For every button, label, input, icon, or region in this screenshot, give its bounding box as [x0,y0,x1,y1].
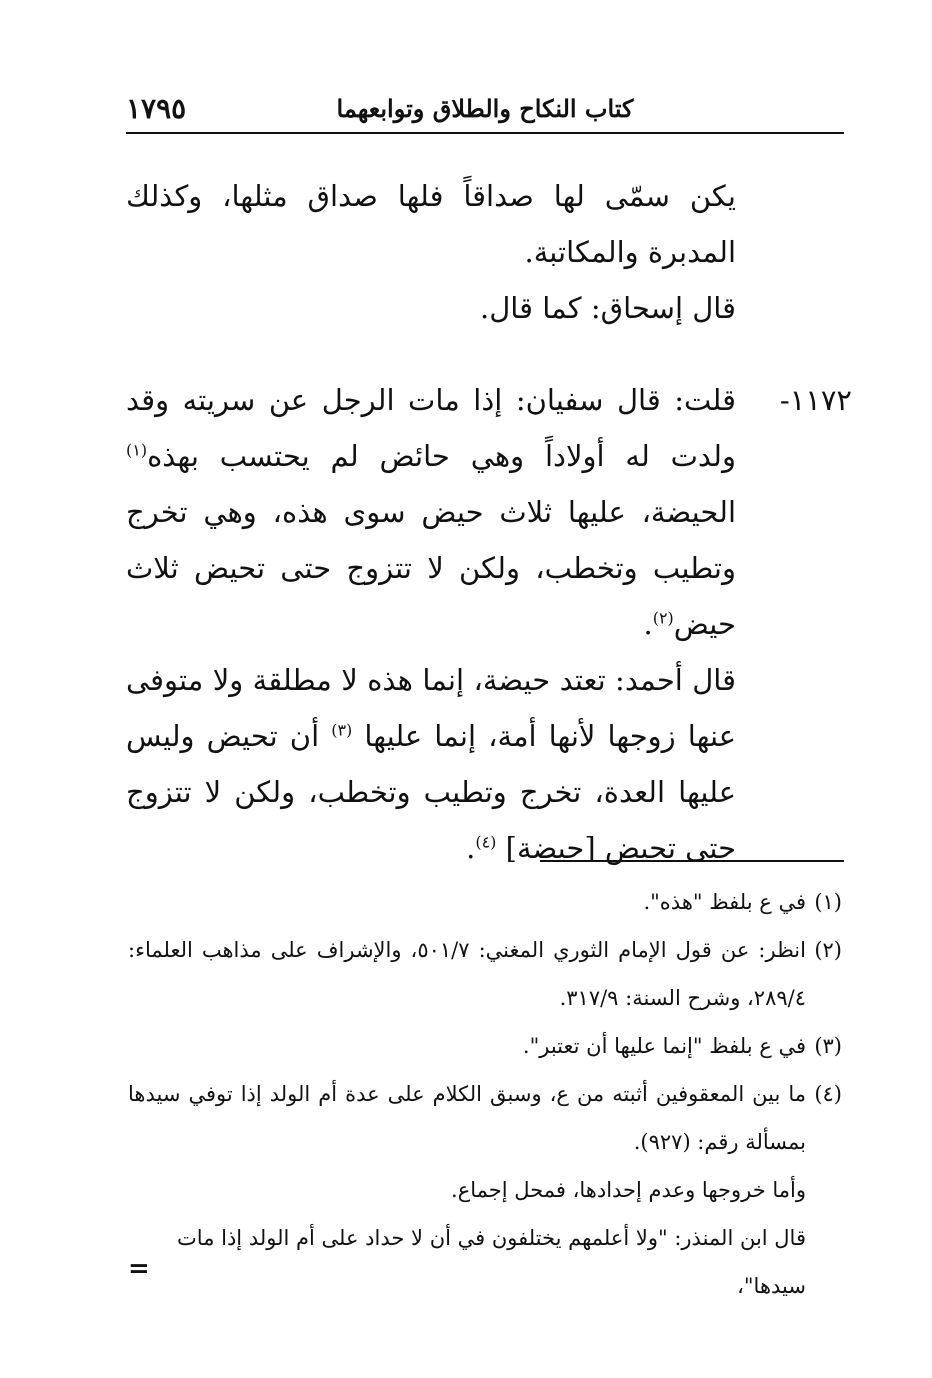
paragraph-continuation: يكن سمّى لها صداقاً فلها صداق مثلها، وكذلك المدبرة والمكاتبة. [126,179,736,269]
running-title: كتاب النكاح والطلاق وتوابعهما [336,94,634,123]
main-text [126,168,852,876]
footnote-ref: (١) [126,440,148,460]
footnotes [128,878,842,1310]
ahmad-text-part: . [466,831,476,865]
footnote-label: (٢) [814,938,842,962]
footnote-4-quote: قال ابن المنذر: "ولا أعلمهم يختلفون في أن لا حداد على أم الولد إذا مات سيدها"، [177,1226,806,1298]
paragraph-ahmad [126,652,736,876]
footnote-label: (٣) [814,1034,842,1058]
ahmad-text-part: أن تحيض وليس عليها العدة، تخرج وتطيب وتخطب، ولكن لا تتزوج حتى تحيض [حيضة] [126,719,736,865]
entry-text-part: الحيضة، عليها ثلاث حيض سوى هذه، وهي تخرج وتطيب وتخطب، ولكن لا تتزوج حتى تحيض ثلاث حيض [126,495,736,641]
entry-1172 [126,372,852,652]
paragraph-ishaq: قال إسحاق: كما قال. [479,291,736,325]
footnote-text: في ع بلفظ "إنما عليها أن تعتبر". [522,1034,806,1058]
footnote-text: في ع بلفظ "هذه". [643,890,806,914]
continuation-mark: = [128,1254,150,1284]
footnote-1 [128,878,842,926]
entry-number: ١١٧٢- [779,383,852,417]
footnote-separator [540,860,844,862]
entry-text-part: قلت: قال سفيان: إذا مات الرجل عن سريته وقد ولدت له أولاداً وهي حائض لم يحتسب بهذه [126,383,736,473]
footnote-label: (١) [814,890,842,914]
footnote-4 [128,1070,842,1166]
page-header [126,92,844,128]
footnote-label: (٤) [814,1082,842,1106]
entry-text-part: . [643,607,653,641]
footnote-2 [128,926,842,1022]
paragraph-gap [126,336,736,372]
footnote-ref: (٣) [331,720,353,740]
footnote-4-continuation: وأما خروجها وعدم إحدادها، فمحل إجماع. [451,1178,806,1202]
footnote-text: انظر: عن قول الإمام الثوري المغني: ٥٠١/٧، والإشراف على مذاهب العلماء: ٢٨٩/٤، وشرح السنة: ٣١٧/٩. [128,938,806,1010]
footnote-ref: (٤) [475,832,497,852]
ahmad-text-part: قال أحمد: تعتد حيضة، إنما هذه لا مطلقة ولا متوفى عنها زوجها لأنها أمة، إنما عليها [126,663,736,753]
footnote-3 [128,1022,842,1070]
entry-text [126,372,736,652]
footnote-ref: (٢) [652,608,674,628]
page-number: ١٧٩٥ [126,92,187,125]
footnote-text: ما بين المعقوفين أثبته من ع، وسبق الكلام على عدة أم الولد إذا توفي سيدها بمسألة رقم: (٩٢٧). [128,1082,806,1154]
header-rule [126,132,844,134]
